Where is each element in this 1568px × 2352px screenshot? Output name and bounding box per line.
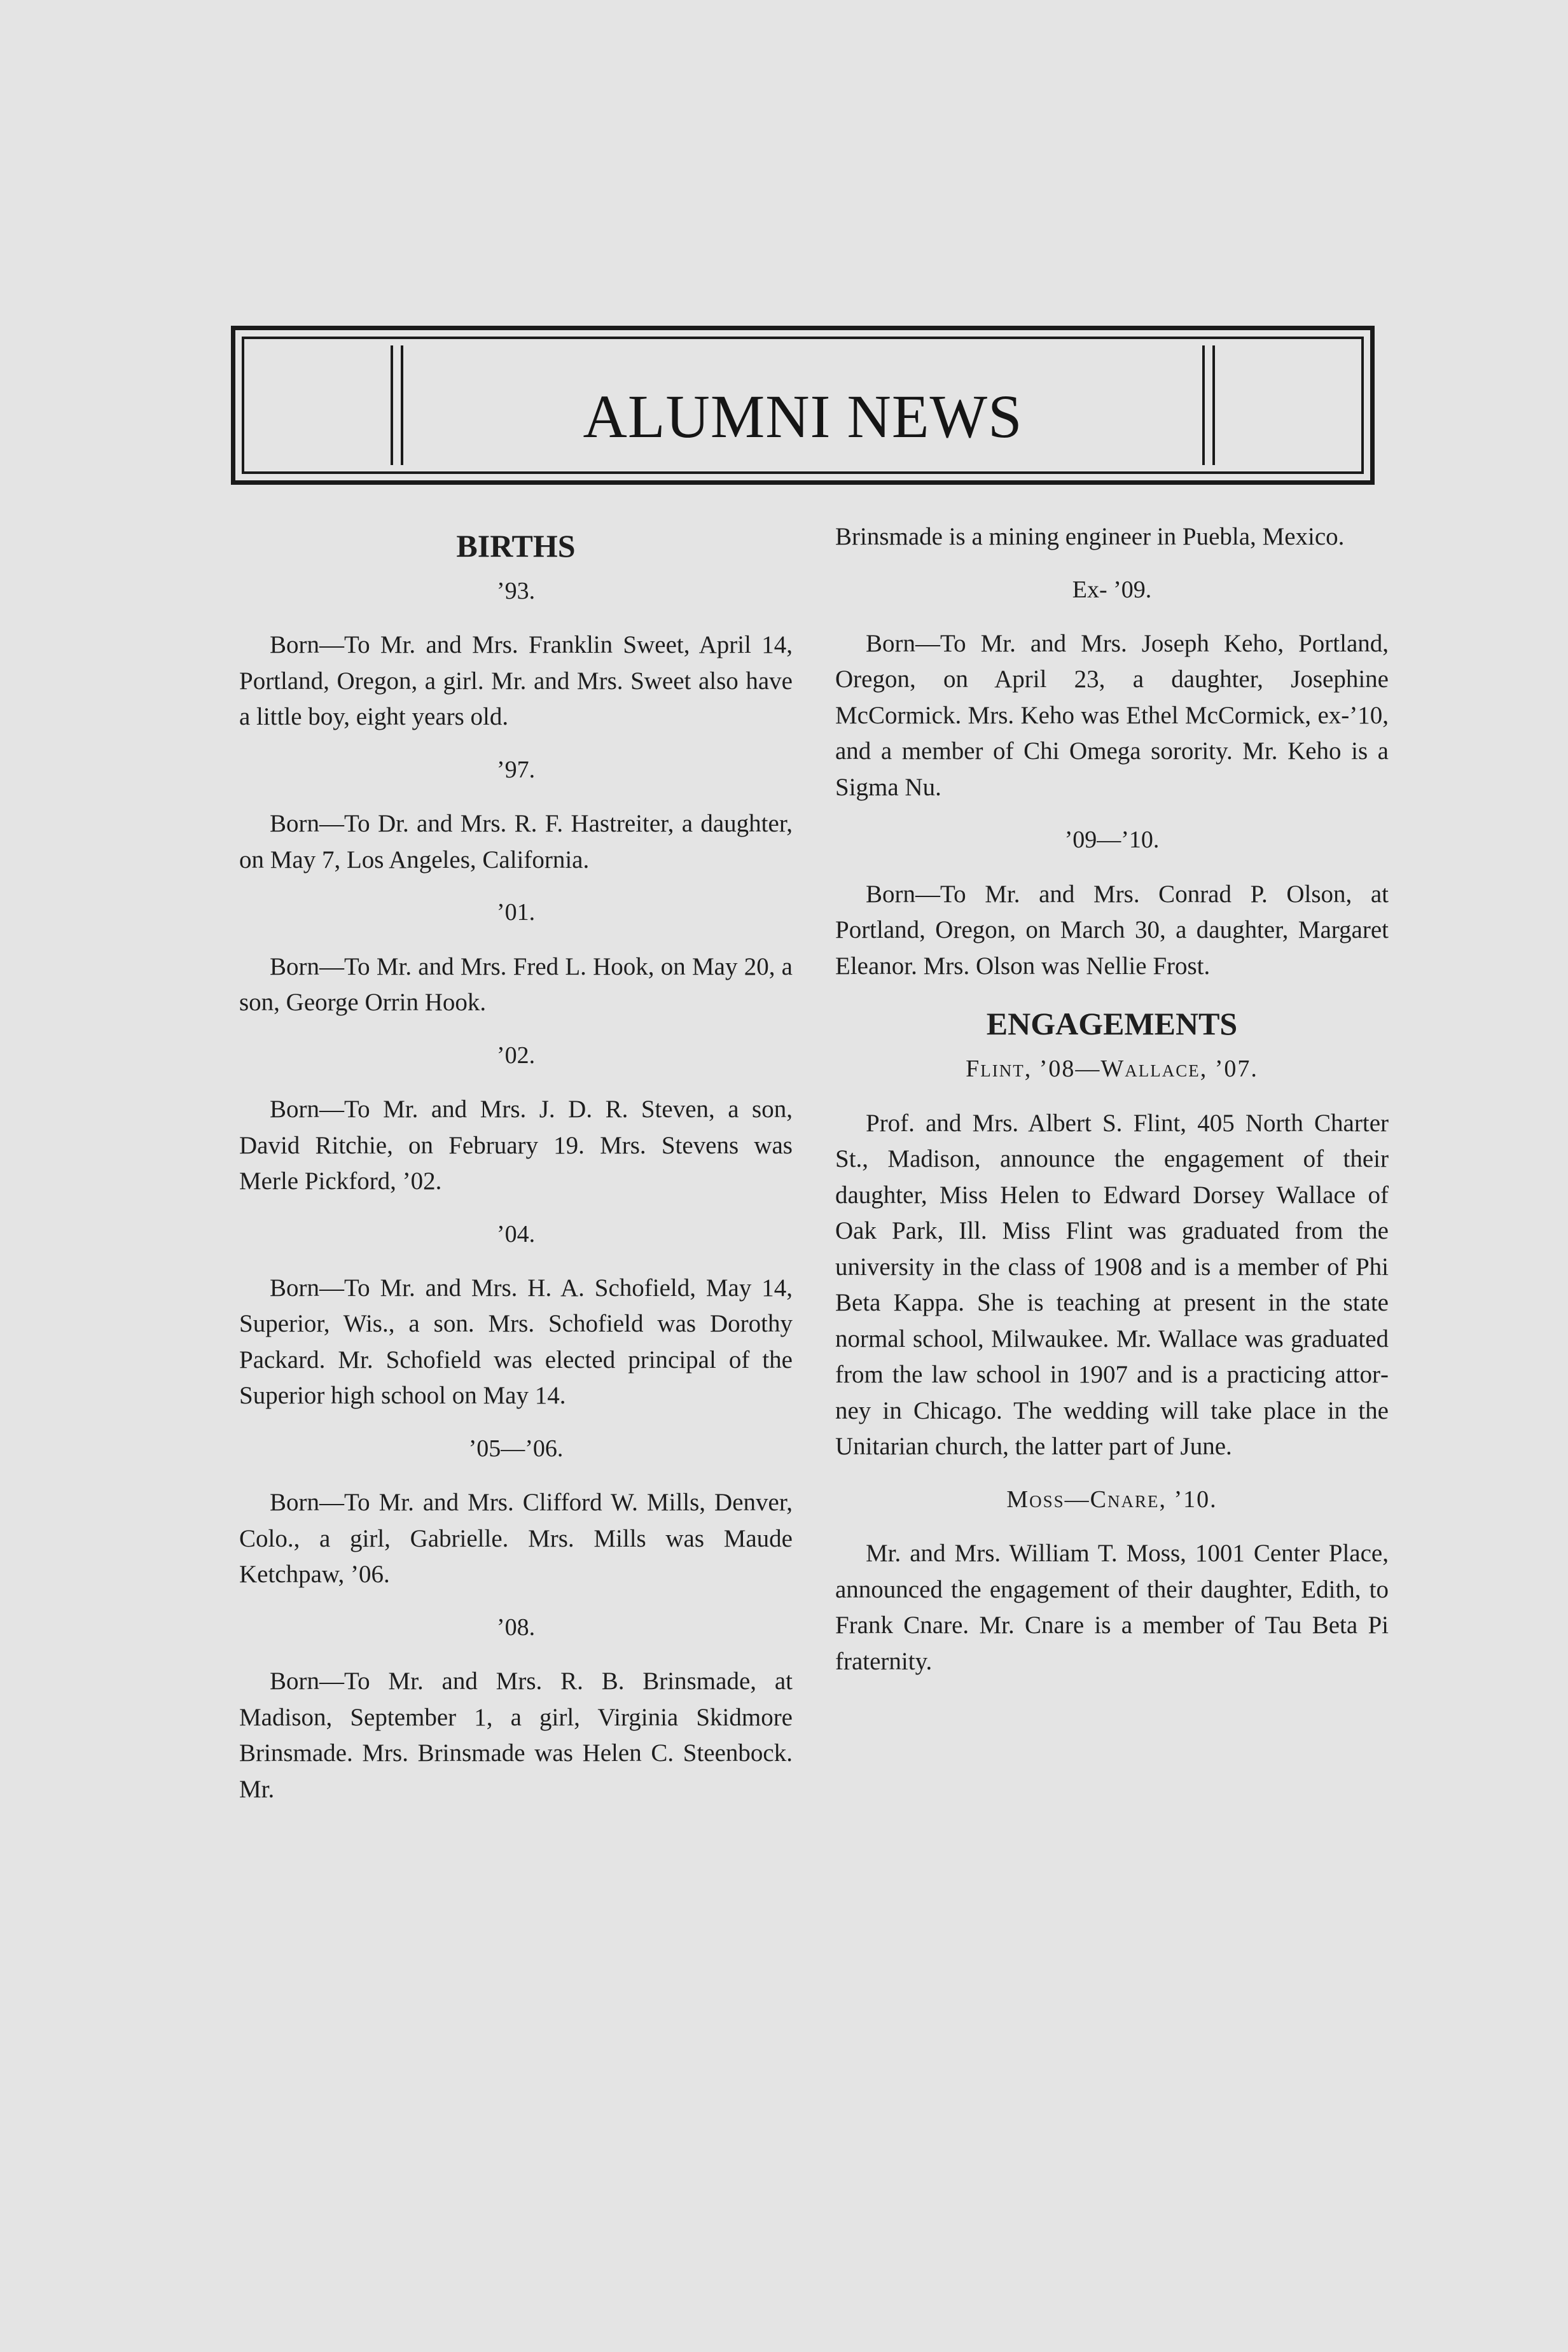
- birth-notice: Born—To Mr. and Mrs. R. B. Brinsmade, at Madison, September 1, a girl, Virginia Skidmore Brinsmade. Mrs. Brinsmade was Helen C. Steenbock. Mr.: [239, 1667, 793, 1803]
- year-heading: ’08.: [496, 1613, 536, 1641]
- left-column: [239, 515, 793, 1827]
- engagement-notice: Mr. and Mrs. William T. Moss, 1001 Center Place, announced the engagement of their daughter, Edith, to Frank Cnare. Mr. Cnare is a member of Tau Beta Pi fraternity.: [835, 1540, 1389, 1675]
- birth-notice: Born—To Mr. and Mrs. H. A. Schofield, May 14, Superior, Wis., a son. Mrs. Schofield was Dorothy Packard. Mr. Schofield was elected principal of the Superior high school on May 14.: [239, 1274, 793, 1410]
- year-heading: ’09—’10.: [1064, 826, 1160, 854]
- birth-notice: Born—To Mr. and Mrs. Conrad P. Olson, at Portland, Oregon, on March 30, a daughter, Margaret Eleanor. Mrs. Olson was Nellie Frost.: [835, 880, 1389, 980]
- birth-notice: Born—To Dr. and Mrs. R. F. Hastreiter, a daughter, on May 7, Los Angeles, California.: [239, 810, 793, 873]
- page-title: ALUMNI NEWS: [583, 382, 1023, 450]
- birth-notice: Born—To Mr. and Mrs. Joseph Keho, Portland, Oregon, on April 23, a daughter, Josephine McCormick. Mrs. Keho was Ethel McCormick, ex-’10, and a member of Chi Omega sorority. Mr. Keho is a Sigma Nu.: [835, 629, 1389, 801]
- engagement-heading: Flint, ’08—Wallace, ’07.: [966, 1055, 1258, 1083]
- year-heading: Ex- ’09.: [1072, 576, 1152, 603]
- engagements-heading: ENGAGEMENTS: [986, 1006, 1238, 1042]
- year-heading: ’02.: [496, 1041, 536, 1069]
- title-frame-inner: [242, 337, 1364, 474]
- year-heading: ’97.: [496, 756, 536, 783]
- birth-notice: Born—To Mr. and Mrs. J. D. R. Steven, a son, David Ritchie, on February 19. Mrs. Stevens was Merle Pickford, ’02.: [239, 1096, 793, 1195]
- birth-notice: Born—To Mr. and Mrs. Franklin Sweet, April 14, Portland, Oregon, a girl. Mr. and Mrs. Sweet also have a little boy, eight years old.: [239, 631, 793, 731]
- births-heading: BIRTHS: [456, 528, 576, 564]
- engagement-heading: Moss—Cnare, ’10.: [1006, 1486, 1218, 1513]
- birth-notice: Born—To Mr. and Mrs. Clifford W. Mills, Denver, Colo., a girl, Gabrielle. Mrs. Mills was Maude Ketchpaw, ’06.: [239, 1489, 793, 1589]
- right-column: [835, 515, 1389, 1699]
- year-heading: ’93.: [496, 578, 536, 604]
- title-frame: [231, 326, 1375, 485]
- engagement-notice: Prof. and Mrs. Albert S. Flint, 405 North Charter St., Madison, announce the engagement of their daughter, Miss Helen to Edward Dorsey Wallace of Oak Park, Ill. Miss Flint was graduated from the university in the class of 1908 and is a member of Phi Beta Kappa. She is teaching at present in the state normal school, Milwaukee. Mr. Wallace was graduated from the law school in 1907 and is a practicing attorney in Chicago. The wedding will take place in the Unitarian church, the latter part of June.: [835, 1109, 1389, 1461]
- birth-notice: Born—To Mr. and Mrs. Fred L. Hook, on May 20, a son, George Orrin Hook.: [239, 952, 793, 1017]
- year-heading: ’04.: [496, 1220, 536, 1248]
- year-heading: ’05—’06.: [468, 1435, 564, 1462]
- year-heading: ’01.: [496, 899, 536, 926]
- continued-paragraph: Brinsmade is a mining engineer in Puebla, Mexico.: [835, 523, 1345, 550]
